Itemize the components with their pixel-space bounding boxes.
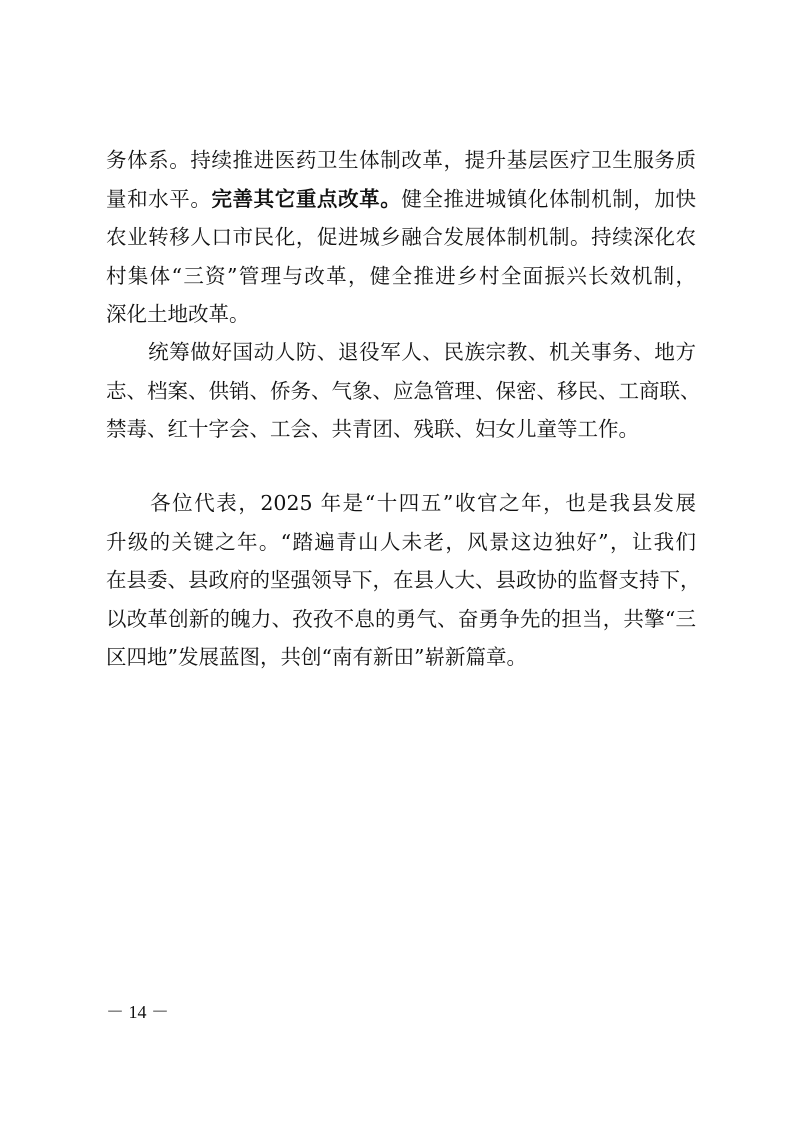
text-line (106, 141, 696, 180)
text-run: 农业转移人口市民化，促进城乡融合发展体制机制。持续深化农 (106, 225, 696, 249)
text-line (106, 295, 696, 334)
text-line (106, 561, 701, 600)
text-line (106, 410, 696, 449)
text-run: 以改革创新的魄力、孜孜不息的勇气、奋勇争先的担当，共擎“三 (106, 606, 696, 631)
text-run: 村集体“三资”管理与改革，健全推进乡村全面振兴长效机制， (106, 263, 696, 288)
text-line (106, 372, 701, 411)
text-run: 升级的关键之年。“踏遍青山人未老，风景这边独好”，让我们 (106, 529, 696, 554)
text-run: 志、档案、供销、侨务、气象、应急管理、保密、移民、工商联、 (106, 378, 701, 403)
text-line (106, 333, 696, 372)
text-run: 深化土地改革。 (106, 302, 250, 326)
text-run: 务体系。持续推进医药卫生体制改革，提升基层医疗卫生服务质 (106, 148, 696, 172)
text-line (106, 180, 696, 219)
text-run: 各位代表，2025 年是“十四五”收官之年，也是我县发展 (106, 491, 696, 515)
bold-heading-run: 完善其它重点改革。 (211, 186, 402, 211)
page-number: － 14 － (106, 1002, 169, 1022)
text-run: 健全推进城镇化体制机制，加快 (401, 186, 697, 211)
text-run: 区四地”发展蓝图，共创“南有新田”崭新篇章。 (106, 645, 527, 669)
paragraph-coordination (106, 333, 701, 449)
paragraph-closing (106, 484, 701, 677)
text-line (106, 218, 696, 257)
paragraph-reform-continued (106, 141, 696, 334)
text-run: 统筹做好国动人防、退役军人、民族宗教、机关事务、地方 (106, 340, 696, 364)
text-line (106, 600, 696, 639)
text-line (106, 523, 696, 562)
text-line (106, 484, 696, 523)
text-line (106, 638, 696, 677)
text-run: 在县委、县政府的坚强领导下，在县人大、县政协的监督支持下， (106, 568, 701, 592)
text-run: 禁毒、红十字会、工会、共青团、残联、妇女儿童等工作。 (106, 417, 639, 441)
text-line (106, 257, 696, 296)
text-run: 量和水平。 (106, 186, 212, 211)
